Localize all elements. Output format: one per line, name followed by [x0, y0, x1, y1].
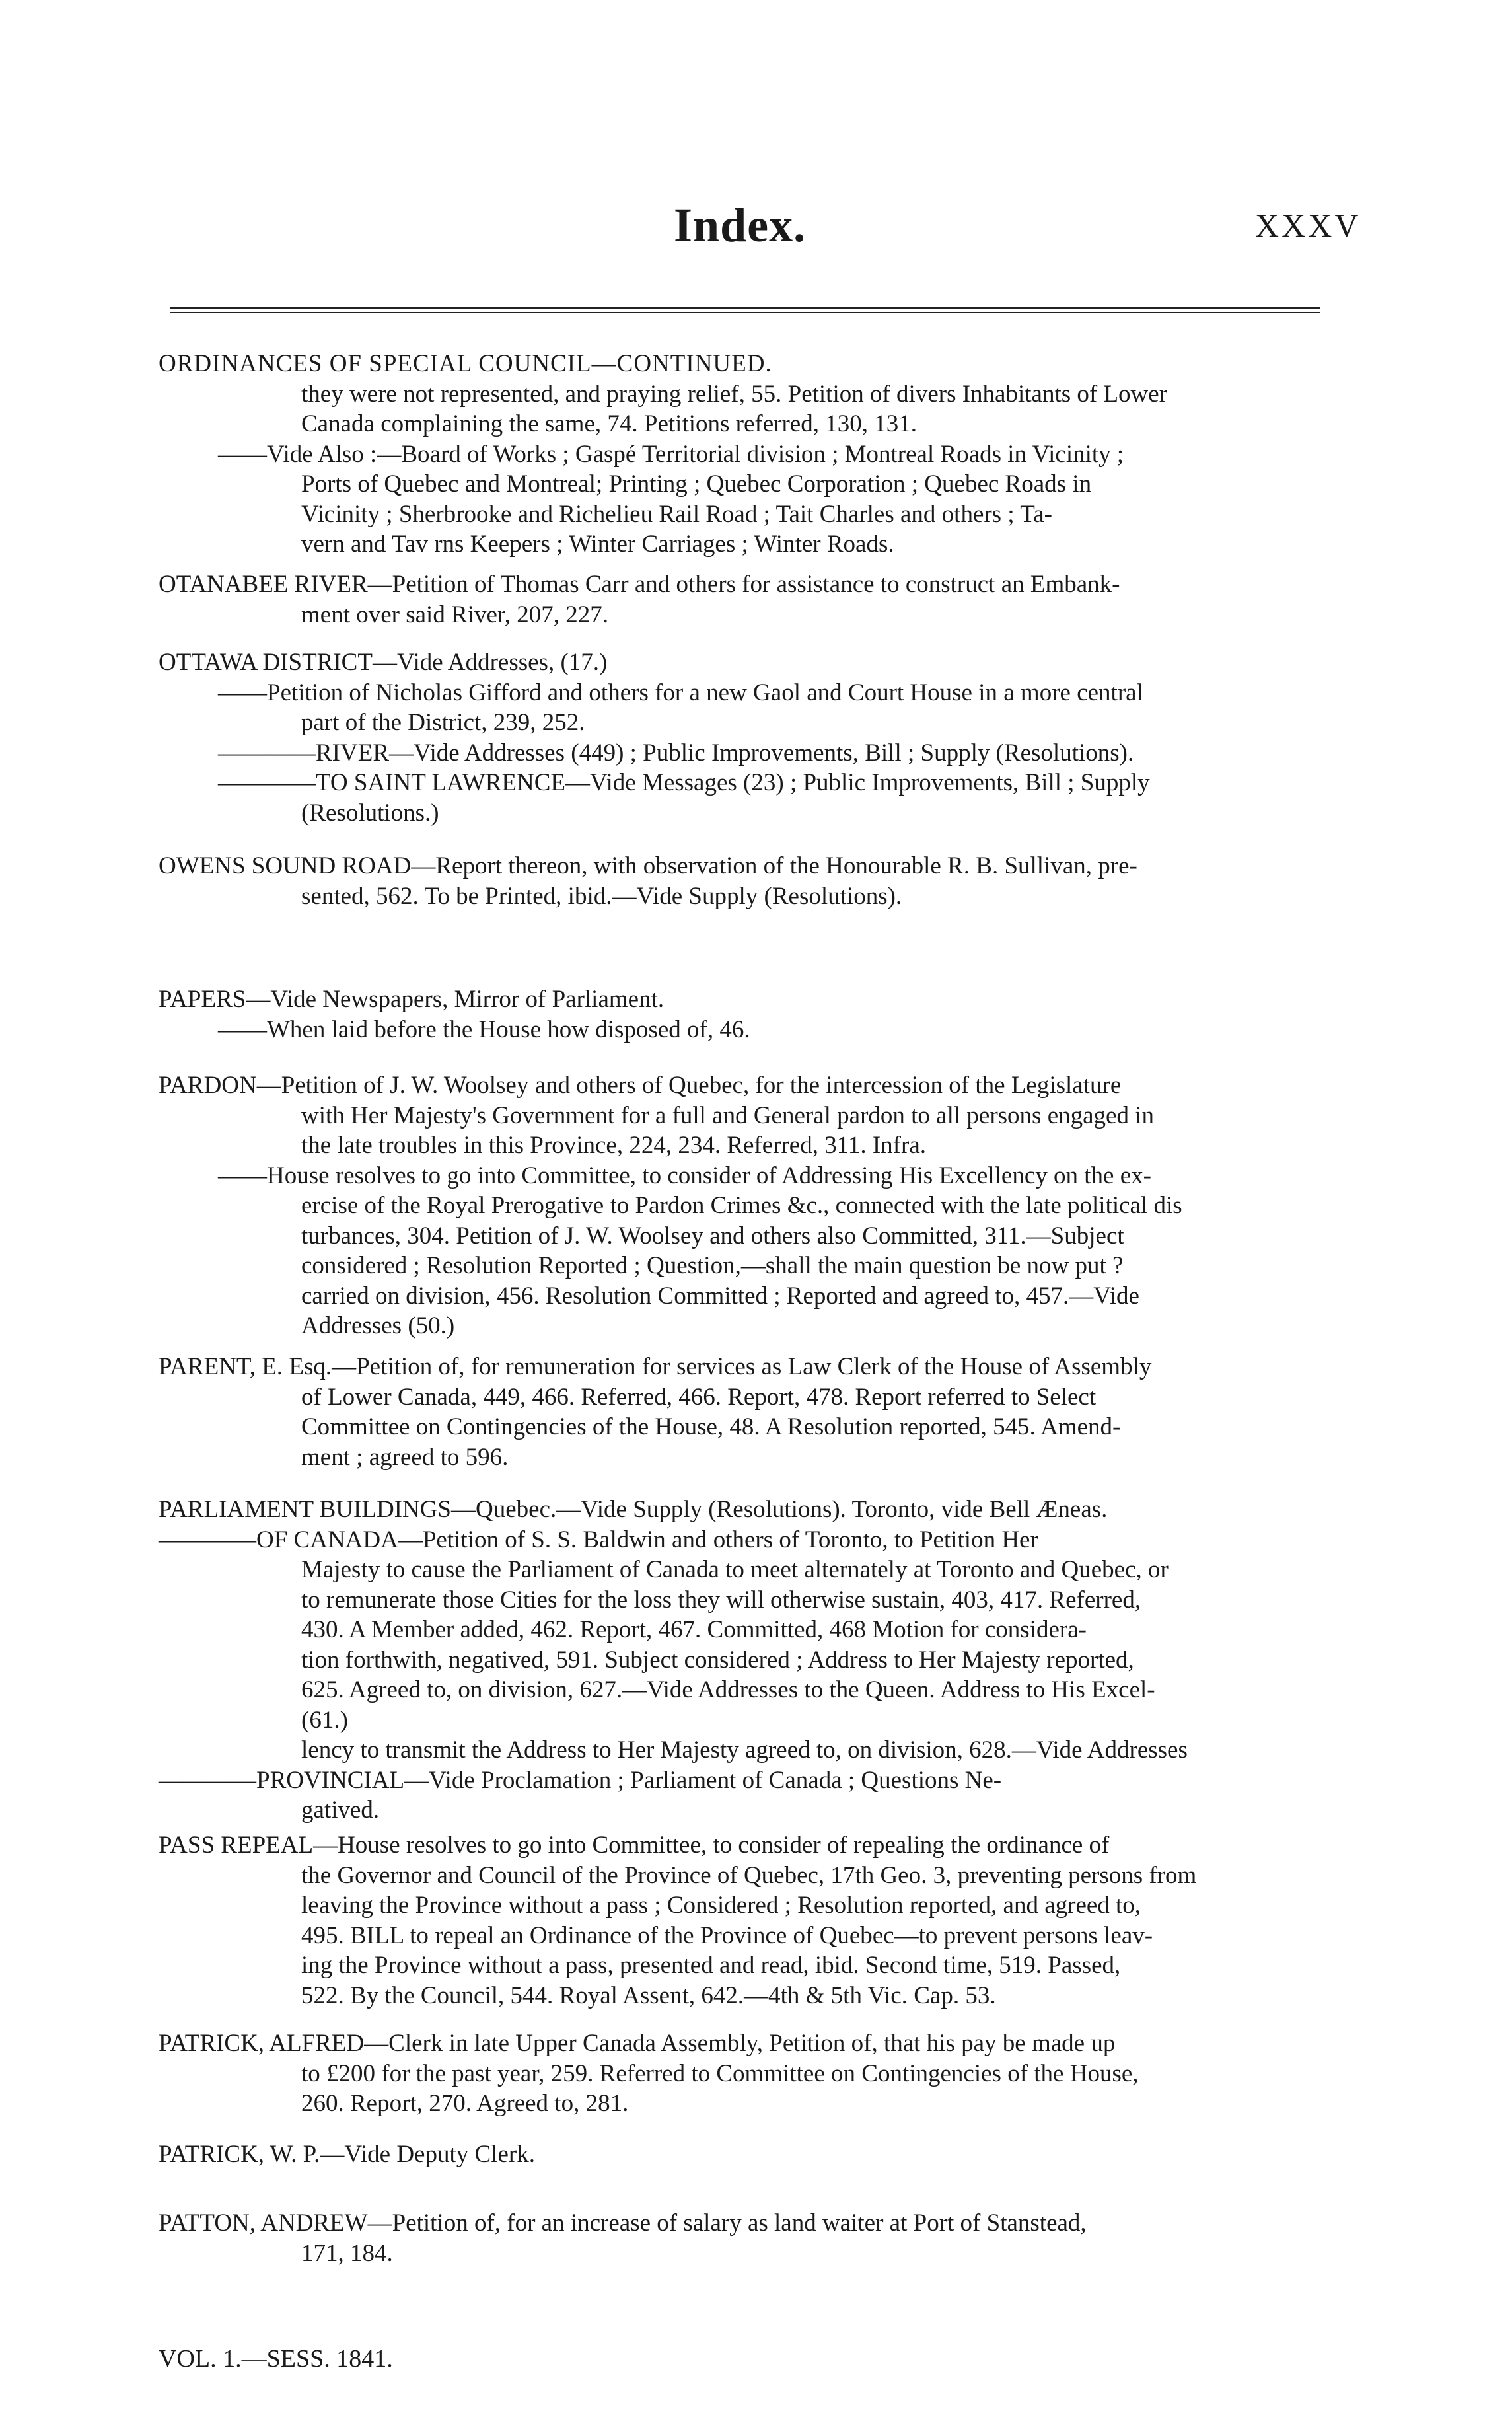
entry-line: ——Vide Also :—Board of Works ; Gaspé Territorial division ; Montreal Roads in Vicinity ; [218, 440, 1124, 468]
entry-line: considered ; Resolution Reported ; Question,—shall the main question be now put ? [301, 1252, 1124, 1279]
entry-heading: OWENS SOUND ROAD—Report thereon, with observation of the Honourable R. B. Sullivan, pre- [159, 852, 1137, 879]
entry-line: Ports of Quebec and Montreal; Printing ; Quebec Corporation ; Quebec Roads in [301, 470, 1092, 498]
entry-heading: ORDINANCES OF SPECIAL COUNCIL—CONTINUED. [159, 350, 772, 377]
entry-line: they were not represented, and praying relief, 55. Petition of divers Inhabitants of Lower [301, 380, 1168, 408]
entry-line: Addresses (50.) [301, 1312, 455, 1339]
entry-line: 625. Agreed to, on division, 627.—Vide Addresses to the Queen. Address to His Excel- [301, 1676, 1155, 1703]
entry-line: ——House resolves to go into Committee, to consider of Addressing His Excellency on the ex- [218, 1162, 1151, 1189]
index-entry-ordinances [159, 349, 1321, 560]
entry-heading: PARLIAMENT BUILDINGS—Quebec.—Vide Supply (Resolutions). Toronto, vide Bell Æneas. [159, 1496, 1108, 1523]
index-entry-parent [159, 1352, 1321, 1472]
entry-line: ————TO SAINT LAWRENCE—Vide Messages (23) ; Public Improvements, Bill ; Supply [218, 769, 1150, 796]
entry-heading: PATRICK, W. P.—Vide Deputy Clerk. [159, 2141, 535, 2168]
index-entry-parliament-buildings [159, 1495, 1321, 1826]
entry-line: leaving the Province without a pass ; Considered ; Resolution reported, and agreed to, [301, 1892, 1141, 1919]
entry-line: Canada complaining the same, 74. Petitions referred, 130, 131. [301, 410, 917, 437]
header-rule-top [170, 307, 1320, 309]
entry-line: ————PROVINCIAL—Vide Proclamation ; Parliament of Canada ; Questions Ne- [159, 1766, 1002, 1794]
entry-line: the late troubles in this Province, 224, 234. Referred, 311. Infra. [301, 1132, 926, 1159]
index-entry-patrick-alfred [159, 2028, 1321, 2119]
header-rule-bottom [170, 312, 1320, 313]
entry-line: Vicinity ; Sherbrooke and Richelieu Rail Road ; Tait Charles and others ; Ta- [301, 500, 1052, 528]
entry-line: Majesty to cause the Parliament of Canada to meet alternately at Toronto and Quebec, or [301, 1556, 1169, 1583]
entry-heading: OTANABEE RIVER—Petition of Thomas Carr and others for assistance to construct an Embank- [159, 571, 1120, 598]
entry-heading: PATRICK, ALFRED—Clerk in late Upper Canada Assembly, Petition of, that his pay be made up [159, 2030, 1116, 2057]
entry-line: part of the District, 239, 252. [301, 709, 585, 736]
entry-line: 171, 184. [301, 2239, 393, 2267]
entry-line: 495. BILL to repeal an Ordinance of the Province of Quebec—to prevent persons leav- [301, 1921, 1153, 1949]
entry-heading: PASS REPEAL—House resolves to go into Committee, to consider of repealing the ordinance of [159, 1832, 1110, 1859]
index-entry-ottawa-district [159, 648, 1321, 828]
entry-heading: PARENT, E. Esq.—Petition of, for remuneration for services as Law Clerk of the House of Assembly [159, 1353, 1152, 1380]
entry-line: turbances, 304. Petition of J. W. Woolsey and others also Committed, 311.—Subject [301, 1222, 1124, 1249]
page-title: Index. [674, 199, 807, 252]
entry-line: of Lower Canada, 449, 466. Referred, 466. Report, 478. Report referred to Select [301, 1383, 1097, 1411]
entry-line: to remunerate those Cities for the loss they will otherwise sustain, 403, 417. Referred, [301, 1586, 1141, 1614]
entry-line: ————OF CANADA—Petition of S. S. Baldwin and others of Toronto, to Petition Her [159, 1526, 1038, 1553]
entry-heading: OTTAWA DISTRICT—Vide Addresses, (17.) [159, 649, 608, 676]
index-entry-pass-repeal [159, 1830, 1321, 2011]
entry-line: sented, 562. To be Printed, ibid.—Vide Supply (Resolutions). [301, 882, 902, 910]
entry-line: tion forthwith, negatived, 591. Subject considered ; Address to Her Majesty reported, [301, 1646, 1134, 1674]
entry-line: ——When laid before the House how disposed of, 46. [218, 1016, 750, 1043]
entry-line: ————RIVER—Vide Addresses (449) ; Public Improvements, Bill ; Supply (Resolutions). [218, 739, 1134, 766]
entry-line: to £200 for the past year, 259. Referred to Committee on Contingencies of the House, [301, 2060, 1139, 2087]
index-entry-otanabee-river [159, 570, 1321, 630]
index-entry-pardon [159, 1070, 1321, 1341]
entry-line: (61.) [301, 1706, 348, 1734]
entry-line: vern and Tav rns Keepers ; Winter Carriages ; Winter Roads. [301, 531, 894, 558]
index-entry-papers [159, 984, 1321, 1045]
entry-line: ercise of the Royal Prerogative to Pardon Crimes &c., connected with the late political dis [301, 1192, 1182, 1219]
entry-line: ment over said River, 207, 227. [301, 601, 609, 628]
page-footer: VOL. 1.—SESS. 1841. [159, 2345, 393, 2373]
index-entry-patton-andrew [159, 2208, 1321, 2268]
index-entry-owens-sound-road [159, 851, 1321, 911]
entry-line: the Governor and Council of the Province of Quebec, 17th Geo. 3, preventing persons from [301, 1861, 1197, 1889]
entry-line: lency to transmit the Address to Her Majesty agreed to, on division, 628.—Vide Addresses [301, 1736, 1188, 1763]
entry-heading: PAPERS—Vide Newspapers, Mirror of Parliament. [159, 986, 665, 1013]
entry-heading: PATTON, ANDREW—Petition of, for an increase of salary as land waiter at Port of Stanstead, [159, 2209, 1087, 2237]
entry-line: ——Petition of Nicholas Gifford and others for a new Gaol and Court House in a more central [218, 679, 1143, 706]
entry-line: (Resolutions.) [301, 799, 439, 827]
entry-line: ing the Province without a pass, presented and read, ibid. Second time, 519. Passed, [301, 1952, 1121, 1979]
entry-line: ment ; agreed to 596. [301, 1443, 509, 1471]
entry-line: Committee on Contingencies of the House, 48. A Resolution reported, 545. Amend- [301, 1413, 1121, 1440]
entry-line: 260. Report, 270. Agreed to, 281. [301, 2090, 629, 2117]
page-number: XXXV [1255, 207, 1361, 244]
entry-line: with Her Majesty's Government for a full and General pardon to all persons engaged in [301, 1101, 1155, 1129]
entry-heading: PARDON—Petition of J. W. Woolsey and others of Quebec, for the intercession of the Legislature [159, 1072, 1122, 1099]
entry-line: 430. A Member added, 462. Report, 467. Committed, 468 Motion for considera- [301, 1616, 1087, 1643]
entry-line: carried on division, 456. Resolution Committed ; Reported and agreed to, 457.—Vide [301, 1282, 1139, 1310]
entry-line: 522. By the Council, 544. Royal Assent, 642.—4th & 5th Vic. Cap. 53. [301, 1982, 996, 2009]
entry-line: gatived. [301, 1797, 380, 1824]
index-entry-patrick-w-p [159, 2139, 1321, 2170]
